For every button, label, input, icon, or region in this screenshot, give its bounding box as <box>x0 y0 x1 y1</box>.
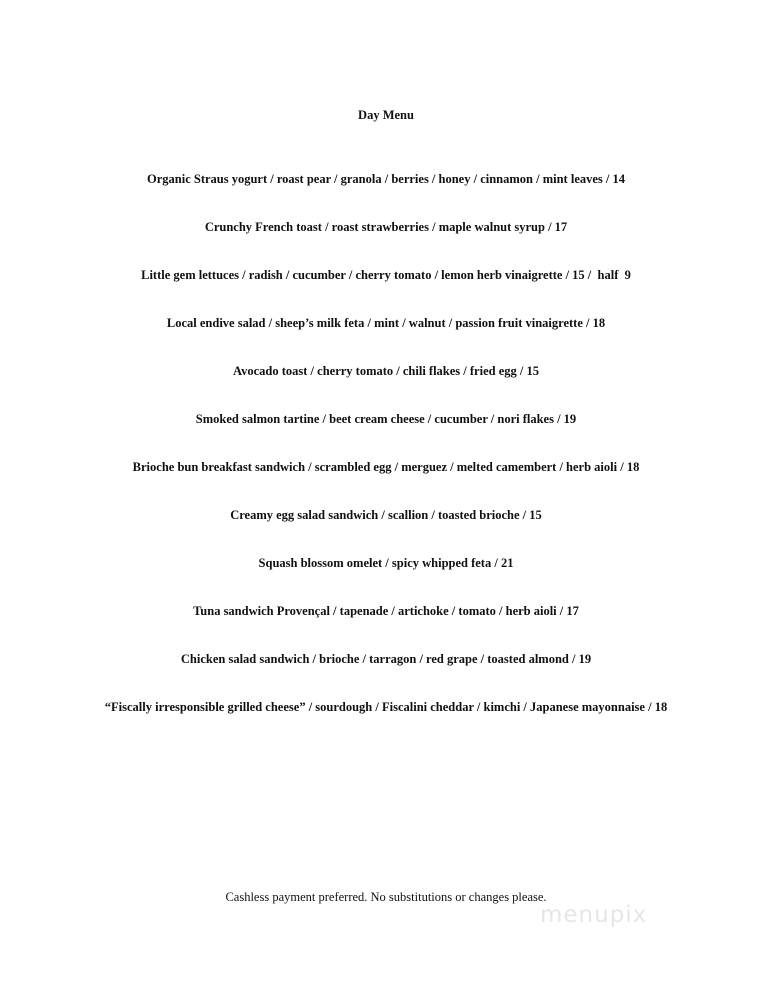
menupix-watermark: menupix <box>540 902 648 928</box>
menu-item: Organic Straus yogurt / roast pear / granola / berries / honey / cinnamon / mint leaves / 14 <box>147 172 625 186</box>
menu-item: Little gem lettuces / radish / cucumber / cherry tomato / lemon herb vinaigrette / 15 / half 9 <box>141 268 631 282</box>
menu-item: Local endive salad / sheep’s milk feta / mint / walnut / passion fruit vinaigrette / 18 <box>166 316 606 330</box>
menu-item-list <box>0 170 772 746</box>
menu-title: Day Menu <box>358 108 414 122</box>
menu-item: “Fiscally irresponsible grilled cheese” / sourdough / Fiscalini cheddar / kimchi / Japanese mayonnaise / 18 <box>104 700 668 714</box>
menu-item: Brioche bun breakfast sandwich / scrambled egg / merguez / melted camembert / herb aioli / 18 <box>132 460 640 474</box>
menu-item: Smoked salmon tartine / beet cream cheese / cucumber / nori flakes / 19 <box>195 412 577 426</box>
menu-item: Chicken salad sandwich / brioche / tarragon / red grape / toasted almond / 19 <box>180 652 592 666</box>
menu-item: Crunchy French toast / roast strawberries / maple walnut syrup / 17 <box>204 220 568 234</box>
menu-item: Creamy egg salad sandwich / scallion / toasted brioche / 15 <box>230 508 542 522</box>
menu-item: Avocado toast / cherry tomato / chili flakes / fried egg / 15 <box>233 364 539 378</box>
payment-note: Cashless payment preferred. No substitutions or changes please. <box>225 890 547 904</box>
menu-item: Squash blossom omelet / spicy whipped feta / 21 <box>258 556 514 570</box>
menu-item: Tuna sandwich Provençal / tapenade / artichoke / tomato / herb aioli / 17 <box>193 604 579 618</box>
